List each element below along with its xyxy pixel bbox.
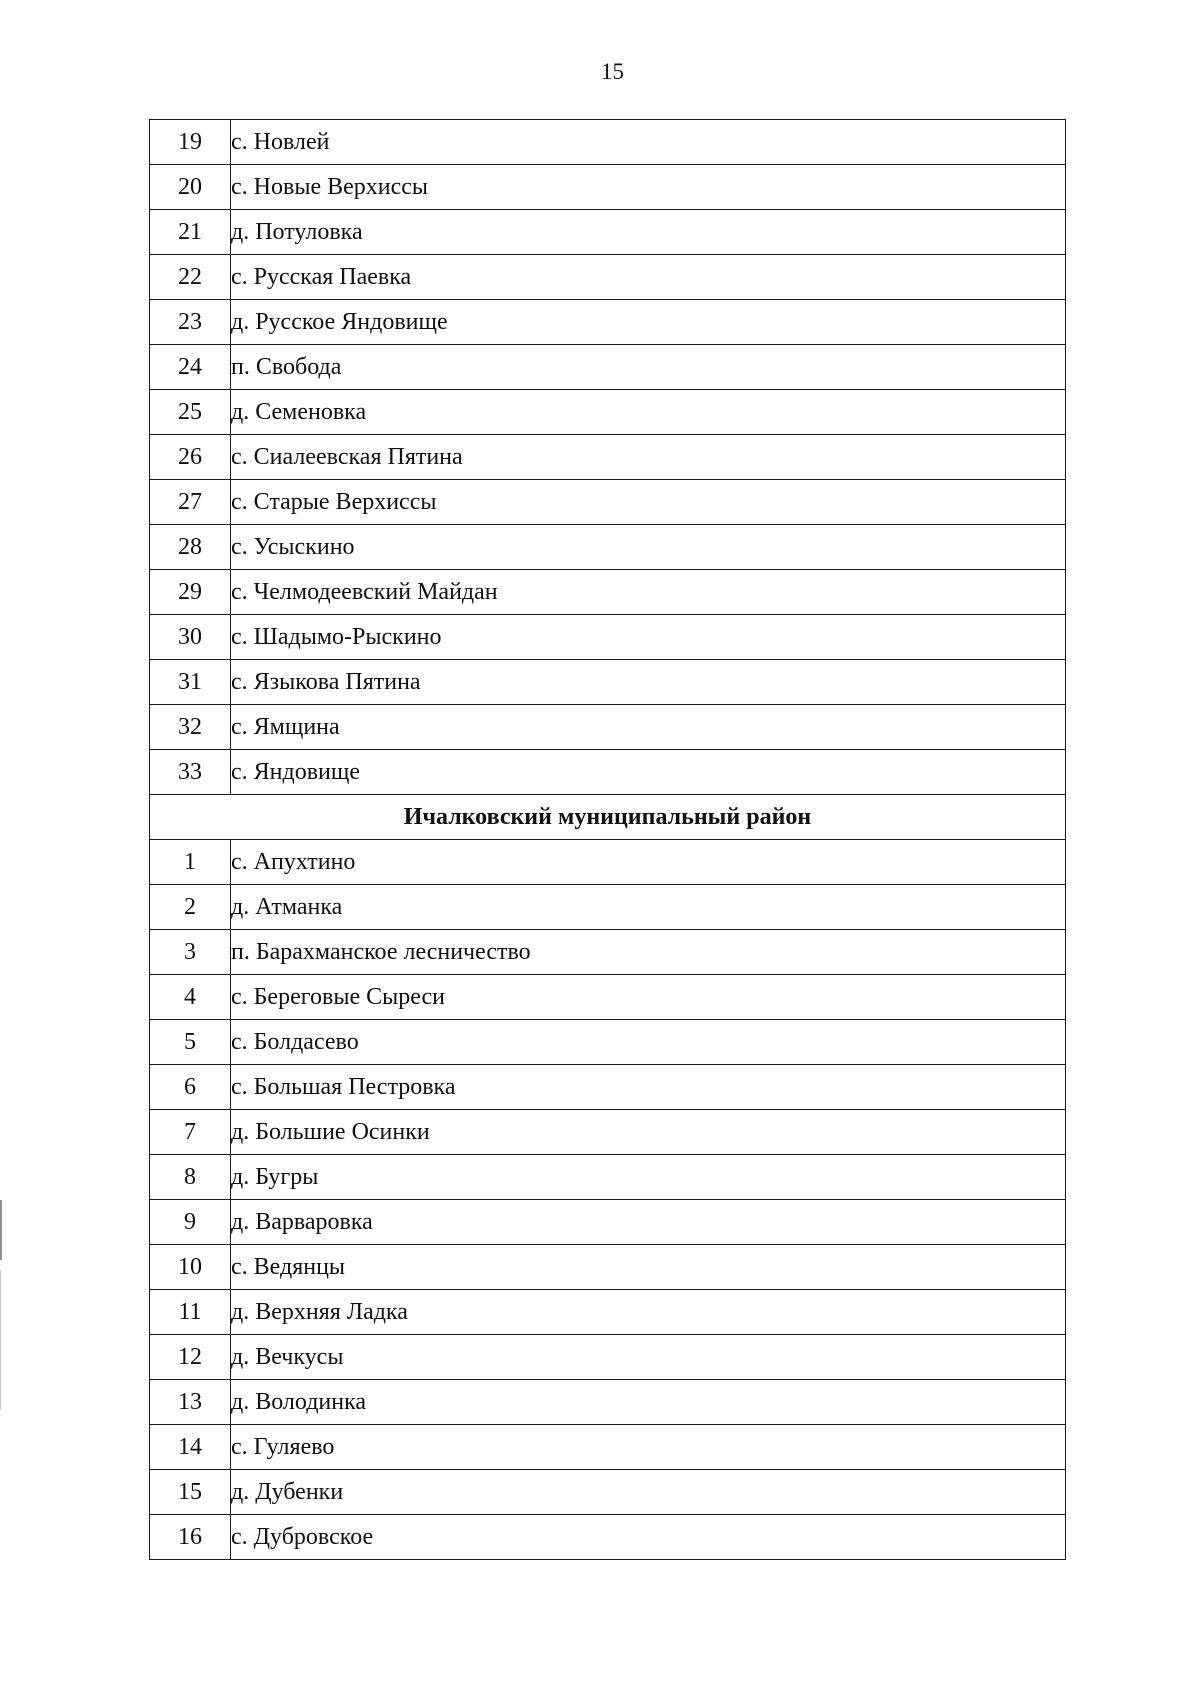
table-row bbox=[150, 930, 1066, 975]
table-row bbox=[150, 1155, 1066, 1200]
table-row bbox=[150, 885, 1066, 930]
row-number: 29 bbox=[150, 570, 231, 615]
row-number: 27 bbox=[150, 480, 231, 525]
settlement-name: с. Новые Верхиссы bbox=[231, 165, 1066, 210]
row-number: 4 bbox=[150, 975, 231, 1020]
settlement-name: п. Свобода bbox=[231, 345, 1066, 390]
settlement-name: д. Атманка bbox=[231, 885, 1066, 930]
settlement-name: с. Усыскино bbox=[231, 525, 1066, 570]
section-heading-row bbox=[150, 795, 1066, 840]
settlement-name: д. Потуловка bbox=[231, 210, 1066, 255]
row-number: 8 bbox=[150, 1155, 231, 1200]
row-number: 15 bbox=[150, 1470, 231, 1515]
settlement-name: с. Ямщина bbox=[231, 705, 1066, 750]
settlement-name: с. Дубровское bbox=[231, 1515, 1066, 1560]
table-row bbox=[150, 1020, 1066, 1065]
settlement-name: с. Береговые Сыреси bbox=[231, 975, 1066, 1020]
table-row bbox=[150, 570, 1066, 615]
row-number: 33 bbox=[150, 750, 231, 795]
table-row bbox=[150, 1425, 1066, 1470]
table-row bbox=[150, 1380, 1066, 1425]
table-row bbox=[150, 615, 1066, 660]
settlement-name: с. Новлей bbox=[231, 120, 1066, 165]
row-number: 25 bbox=[150, 390, 231, 435]
row-number: 22 bbox=[150, 255, 231, 300]
table-row bbox=[150, 255, 1066, 300]
table-row bbox=[150, 1290, 1066, 1335]
settlement-name: д. Варваровка bbox=[231, 1200, 1066, 1245]
table-row bbox=[150, 840, 1066, 885]
table-row bbox=[150, 1110, 1066, 1155]
row-number: 31 bbox=[150, 660, 231, 705]
table-row bbox=[150, 975, 1066, 1020]
row-number: 7 bbox=[150, 1110, 231, 1155]
row-number: 19 bbox=[150, 120, 231, 165]
section-heading: Ичалковский муниципальный район bbox=[150, 795, 1066, 840]
settlement-name: п. Барахманское лесничество bbox=[231, 930, 1066, 975]
scan-artifact-left-edge bbox=[0, 1200, 2, 1260]
table-row bbox=[150, 1200, 1066, 1245]
settlement-name: с. Яндовище bbox=[231, 750, 1066, 795]
settlement-name: с. Шадымо-Рыскино bbox=[231, 615, 1066, 660]
table-row bbox=[150, 1245, 1066, 1290]
settlement-name: д. Большие Осинки bbox=[231, 1110, 1066, 1155]
settlement-name: с. Челмодеевский Майдан bbox=[231, 570, 1066, 615]
row-number: 2 bbox=[150, 885, 231, 930]
table-row bbox=[150, 210, 1066, 255]
table-row bbox=[150, 1065, 1066, 1110]
settlement-name: с. Русская Паевка bbox=[231, 255, 1066, 300]
row-number: 28 bbox=[150, 525, 231, 570]
row-number: 13 bbox=[150, 1380, 231, 1425]
settlement-name: с. Болдасево bbox=[231, 1020, 1066, 1065]
row-number: 1 bbox=[150, 840, 231, 885]
row-number: 24 bbox=[150, 345, 231, 390]
settlement-name: д. Семеновка bbox=[231, 390, 1066, 435]
settlement-name: д. Верхняя Ладка bbox=[231, 1290, 1066, 1335]
settlements-table-body bbox=[150, 120, 1066, 1560]
table-row bbox=[150, 165, 1066, 210]
row-number: 14 bbox=[150, 1425, 231, 1470]
settlement-name: с. Сиалеевская Пятина bbox=[231, 435, 1066, 480]
settlement-name: с. Старые Верхиссы bbox=[231, 480, 1066, 525]
row-number: 10 bbox=[150, 1245, 231, 1290]
row-number: 3 bbox=[150, 930, 231, 975]
row-number: 20 bbox=[150, 165, 231, 210]
row-number: 21 bbox=[150, 210, 231, 255]
settlement-name: с. Большая Пестровка bbox=[231, 1065, 1066, 1110]
table-row bbox=[150, 660, 1066, 705]
table-row bbox=[150, 1515, 1066, 1560]
page-number: 15 bbox=[601, 59, 624, 84]
settlement-name: с. Гуляево bbox=[231, 1425, 1066, 1470]
row-number: 26 bbox=[150, 435, 231, 480]
table-row bbox=[150, 300, 1066, 345]
settlement-name: д. Вечкусы bbox=[231, 1335, 1066, 1380]
table-row bbox=[150, 525, 1066, 570]
row-number: 11 bbox=[150, 1290, 231, 1335]
settlement-name: д. Дубенки bbox=[231, 1470, 1066, 1515]
settlement-name: д. Володинка bbox=[231, 1380, 1066, 1425]
row-number: 6 bbox=[150, 1065, 231, 1110]
settlements-table bbox=[149, 119, 1066, 1560]
settlement-name: с. Языкова Пятина bbox=[231, 660, 1066, 705]
row-number: 16 bbox=[150, 1515, 231, 1560]
settlement-name: д. Бугры bbox=[231, 1155, 1066, 1200]
row-number: 23 bbox=[150, 300, 231, 345]
settlement-name: с. Апухтино bbox=[231, 840, 1066, 885]
table-row bbox=[150, 435, 1066, 480]
table-row bbox=[150, 390, 1066, 435]
table-row bbox=[150, 750, 1066, 795]
row-number: 5 bbox=[150, 1020, 231, 1065]
settlement-name: д. Русское Яндовище bbox=[231, 300, 1066, 345]
table-row bbox=[150, 1335, 1066, 1380]
table-row bbox=[150, 345, 1066, 390]
row-number: 12 bbox=[150, 1335, 231, 1380]
table-row bbox=[150, 480, 1066, 525]
row-number: 30 bbox=[150, 615, 231, 660]
table-row bbox=[150, 120, 1066, 165]
settlement-name: с. Ведянцы bbox=[231, 1245, 1066, 1290]
row-number: 9 bbox=[150, 1200, 231, 1245]
scan-artifact-left-edge-2 bbox=[0, 1270, 1, 1410]
table-row bbox=[150, 705, 1066, 750]
row-number: 32 bbox=[150, 705, 231, 750]
table-row bbox=[150, 1470, 1066, 1515]
